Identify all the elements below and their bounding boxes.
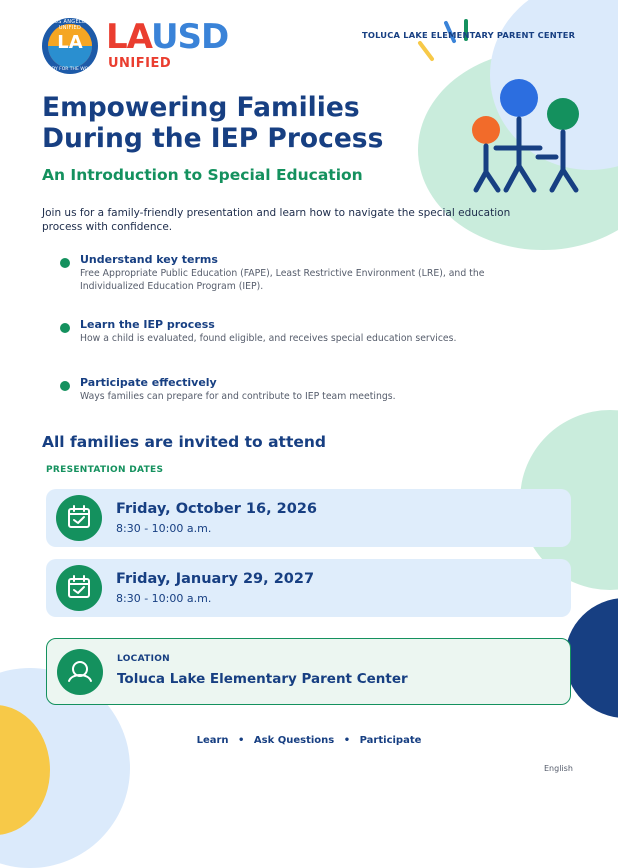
org-name: TOLUCA LAKE ELEMENTARY PARENT CENTER [362,30,576,40]
date-card [46,559,571,617]
wordmark-la: LA [106,17,151,57]
lausd-seal-logo [42,18,98,74]
time-text: 8:30 - 10:00 a.m. [116,522,212,535]
bullet-title: Participate effectively [80,376,217,389]
seal-center-text: LA [57,32,83,53]
bullet-dot-icon [60,381,70,391]
seal-top-text: LOS ANGELES UNIFIED [51,19,89,31]
title-line-1: Empowering Families [42,92,360,123]
location-label: LOCATION [117,654,171,664]
bullet-description: Free Appropriate Public Education (FAPE), Least Restrictive Environment (LRE), and the Individualized Education Program (IEP). [80,268,485,292]
seal-bottom-text: READY FOR THE WORLD [42,67,98,72]
wordmark-usd: USD [150,17,229,57]
bullet-dot-icon [60,258,70,268]
date-text: Friday, January 29, 2027 [116,571,315,587]
person-icon [57,649,103,695]
confetti-decoration [410,15,480,65]
footer-tagline [0,735,618,746]
footer-item: Participate [359,735,422,746]
bullet-title: Learn the IEP process [80,318,215,331]
intro-text: Join us for a family-friendly presentation and learn how to navigate the special education process with confidence. [42,207,511,233]
language-label: English [544,764,573,773]
dates-label: PRESENTATION DATES [46,465,164,475]
decor-circle-navy-right [565,598,618,718]
time-text: 8:30 - 10:00 a.m. [116,592,212,605]
footer-item: Ask Questions [253,735,335,746]
page-title [42,92,383,154]
footer-separator: • [343,735,351,746]
wordmark-unified: UNIFIED [108,56,172,71]
date-text: Friday, October 16, 2026 [116,501,318,517]
calendar-check-icon [56,495,102,541]
attend-heading: All families are invited to attend [42,433,327,451]
bullet-dot-icon [60,323,70,333]
lausd-wordmark [106,17,229,57]
bullet-description: How a child is evaluated, found eligible, and receives special education services. [80,333,457,344]
page-subtitle: An Introduction to Special Education [42,166,363,184]
bullet-title: Understand key terms [80,253,218,266]
family-illustration [466,74,586,199]
date-card [46,489,571,547]
location-value: Toluca Lake Elementary Parent Center [117,671,408,687]
footer-item: Learn [196,735,229,746]
footer-separator: • [238,735,245,746]
calendar-check-icon [56,565,102,611]
location-card [46,638,571,705]
bullet-description: Ways families can prepare for and contribute to IEP team meetings. [80,391,396,402]
title-line-2: During the IEP Process [42,123,384,154]
